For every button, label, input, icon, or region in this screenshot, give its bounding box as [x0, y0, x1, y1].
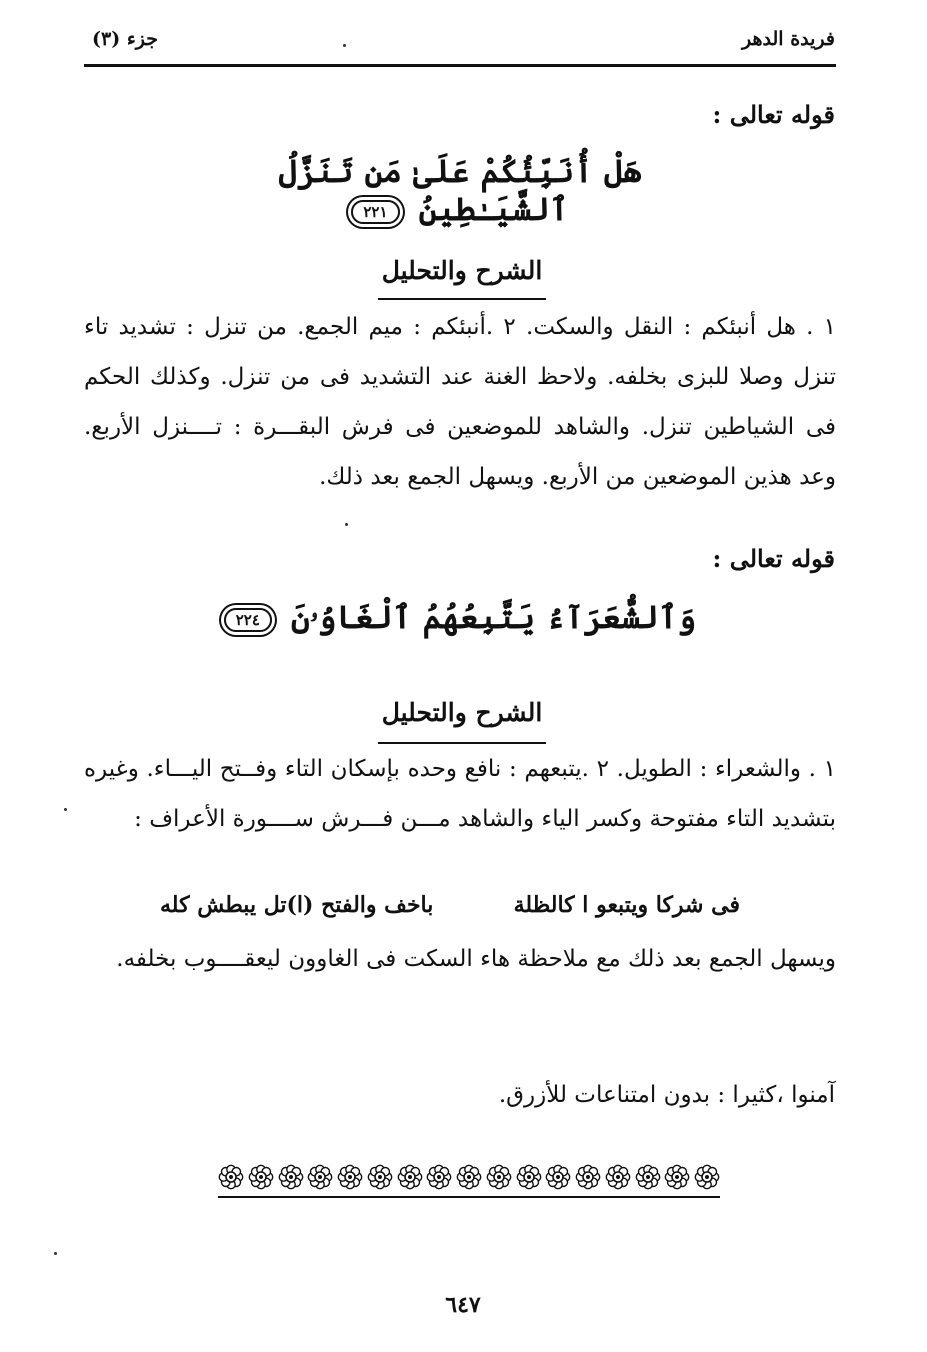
scan-speck: [54, 1252, 57, 1255]
flower-ornament-icon: [248, 1164, 274, 1190]
ayah-number-medallion: ٢٢١: [351, 200, 399, 224]
explanation-paragraph: ١ . والشعراء : الطويل. ٢ .يتبعهم : نافع وحده بإسكان التاء وفــتح اليـــاء. وغيره بتشديد التاء مفتوحة وكسر الياء والشاهد مـــن فـــرش ســــورة الأعراف :: [84, 756, 836, 832]
verse-intro-label: قوله تعالى :: [712, 100, 835, 129]
poem-hemistich-first: فى شركا ويتبعو ا كالظلة: [513, 892, 740, 918]
flower-ornament-icon: [664, 1164, 690, 1190]
poem-verse: [160, 892, 740, 918]
scan-speck: [64, 808, 67, 811]
poem-hemistich-second: باخف والفتح (ا)تل يبطش كله: [160, 892, 434, 918]
quran-verse: [200, 152, 720, 228]
flower-ornament-icon: [278, 1164, 304, 1190]
ornament-underline: [218, 1196, 720, 1198]
header-book-title: فريدة الدهر: [742, 28, 835, 50]
scan-speck: [343, 44, 346, 47]
flower-ornament-icon: [426, 1164, 452, 1190]
flower-ornament-icon: [486, 1164, 512, 1190]
page-number: ٦٤٧: [445, 1292, 481, 1318]
flower-ornament-icon: [397, 1164, 423, 1190]
section-title: الشرح والتحليل: [381, 698, 543, 727]
verse-text: وَٱلشُّعَرَآءُ يَتَّبِعُهُمُ ٱلْغَاوُۥنَ: [291, 598, 697, 636]
flower-ornament-icon: [605, 1164, 631, 1190]
flower-ornament-icon: [575, 1164, 601, 1190]
flower-ornament-icon: [456, 1164, 482, 1190]
flower-ornament-icon: [694, 1164, 720, 1190]
explanation-paragraph: ١ . هل أنبئكم : النقل والسكت. ٢ .أنبئكم : ميم الجمع. من تنزل : تشديد تاء تنزل وصلا للبزى بخلفه. ولاحظ الغنة عند التشديد فى من تنزل. وكذلك الحكم فى الشياطين تنزل. والشاهد للموضعين فى فرش البقـــرة : تــــنزل الأربع. وعد هذين الموضعين من الأربع. ويسهل الجمع بعد ذلك.: [84, 314, 836, 490]
flower-ornament-icon: [307, 1164, 333, 1190]
reading-note: آمنوا ،كثيرا : بدون امتناعات للأزرق.: [498, 1082, 835, 1108]
verse-intro-label: قوله تعالى :: [712, 544, 835, 573]
quran-verse: [200, 598, 720, 637]
header-volume: جزء (٣): [92, 28, 158, 50]
ornament-divider: [218, 1164, 720, 1190]
flower-ornament-icon: [516, 1164, 542, 1190]
continuation-paragraph: ويسهل الجمع بعد ذلك مع ملاحظة هاء السكت فى الغاوون ليعقــــوب بخلفه.: [116, 946, 836, 972]
flower-ornament-icon: [367, 1164, 393, 1190]
ayah-number-medallion: ٢٢٤: [224, 608, 272, 632]
flower-ornament-icon: [635, 1164, 661, 1190]
flower-ornament-icon: [337, 1164, 363, 1190]
section-title-underline: [378, 298, 546, 300]
verse-text: هَلْ أُنَبِّئُكُمْ عَلَىٰ مَن تَنَزَّلُ ٱلشَّيَـٰطِينُ: [278, 152, 642, 228]
flower-ornament-icon: [545, 1164, 571, 1190]
header-rule: [84, 64, 836, 67]
scan-speck: [345, 523, 348, 526]
section-title: الشرح والتحليل: [381, 256, 543, 285]
flower-ornament-icon: [218, 1164, 244, 1190]
